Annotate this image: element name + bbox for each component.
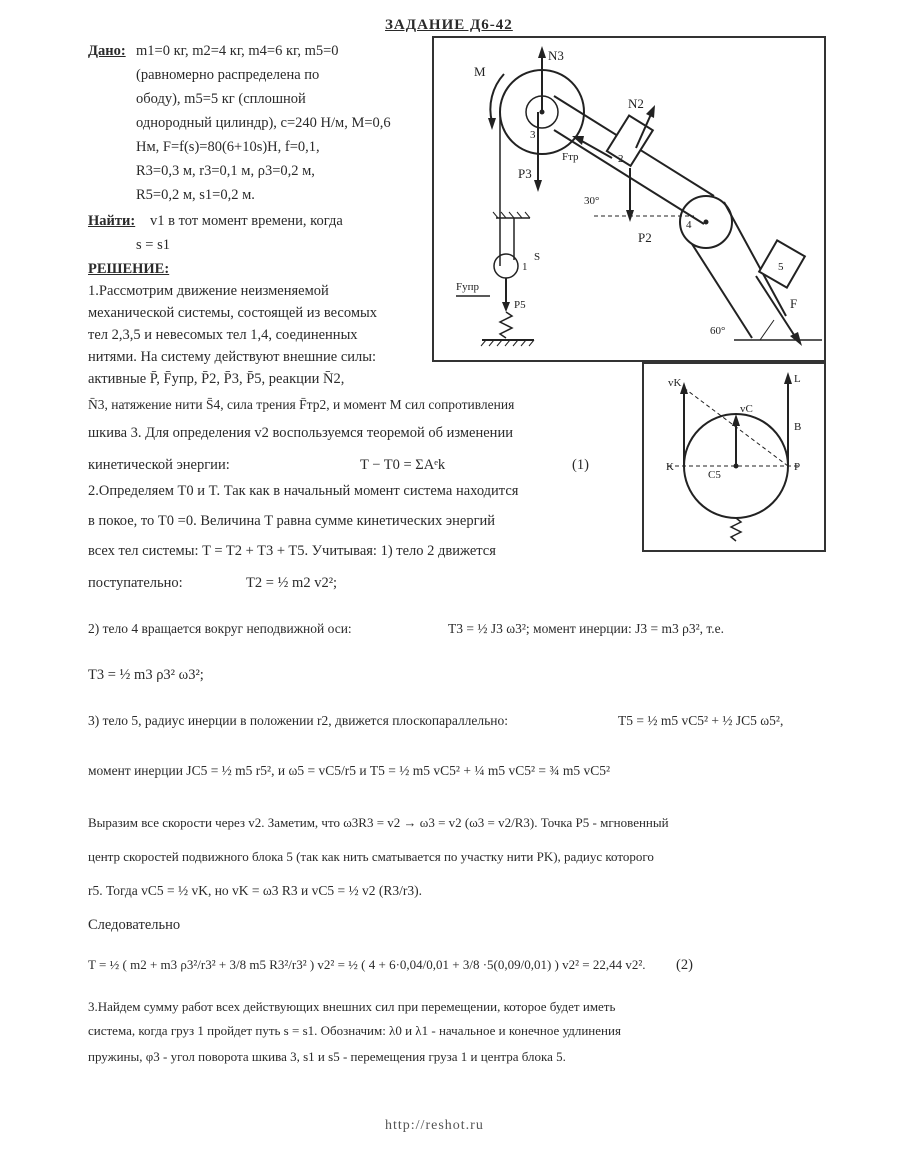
- label-L: L: [794, 373, 801, 385]
- pulley-4-axle: [704, 220, 709, 225]
- given-heading: Дано:: [88, 43, 126, 59]
- label-body-2: 2: [618, 153, 624, 165]
- belt-right-2: [692, 244, 752, 338]
- center-C5: [734, 464, 739, 469]
- p5-line-2: центр скоростей подвижного блока 5 (так как нить сматывается по участку нити PK), радиус которого: [88, 849, 654, 864]
- label-C5: C5: [708, 469, 721, 481]
- page-title: ЗАДАНИЕ Д6-42: [385, 17, 513, 33]
- mechanism-svg: [434, 38, 824, 360]
- find-line-2: s = s1: [136, 237, 170, 253]
- label-Fupr: Fупр: [456, 281, 480, 293]
- p7-line-3: пружины, φ3 - угол поворота шкива 3, s1 и s5 - перемещения груза 1 и центра блока 5.: [88, 1049, 566, 1064]
- solution-intro-1: 1.Рассмотрим движение неизменяемой: [88, 283, 329, 299]
- spring: [500, 312, 512, 338]
- label-body-5: 5: [778, 261, 784, 273]
- p3-text: 2) тело 4 вращается вокруг неподвижной оси:: [88, 621, 352, 636]
- solution-intro-5: активные P̄, F̄упр, P̄2, P̄3, P̄5, реакции N̄2,: [88, 371, 345, 387]
- solution-intro-3: тел 2,3,5 и невесомых тел 1,4, соединенных: [88, 327, 358, 343]
- equation-1: T − T0 = ΣAᵉk: [360, 457, 446, 473]
- label-K: K: [666, 461, 674, 473]
- footer-link[interactable]: http://reshot.ru: [385, 1118, 484, 1133]
- p5-line-3: r5. Тогда vC5 = ½ vK, но vK = ω3 R3 и vC5 = ½ v2 (R3/r3).: [88, 883, 423, 898]
- p3-equation-2: T3 = ½ m3 ρ3² ω3²;: [88, 667, 204, 683]
- label-P2: P2: [638, 230, 652, 245]
- force-P5-head: [502, 302, 510, 312]
- p7-line-2: система, когда груз 1 пройдет путь s = s1. Обозначим: λ0 и λ1 - начальное и конечное удлинения: [88, 1023, 621, 1038]
- p3-equation: T3 = ½ J3 ω3²; момент инерции: J3 = m3 ρ3², т.е.: [448, 621, 725, 636]
- vC-head: [732, 414, 740, 426]
- p2-line-1: 2.Определяем T0 и T. Так как в начальный момент система находится: [88, 483, 519, 499]
- p2-line-3: всех тел системы: T = T2 + T3 + T5. Учитывая: 1) тело 2 движется: [88, 543, 496, 559]
- solution-intro-2: механической системы, состоящей из весомых: [88, 305, 377, 321]
- force-N2-head: [646, 105, 655, 118]
- label-B: B: [794, 421, 802, 433]
- label-F: F: [790, 296, 798, 311]
- velocity-figure: [642, 362, 826, 552]
- label-S: S: [534, 251, 541, 263]
- p4-text: 3) тело 5, радиус инерции в положении r2, движется плоскопараллельно:: [88, 713, 509, 728]
- L-head: [784, 372, 792, 384]
- p4-line-2: момент инерции JC5 = ½ m5 r5², и ω5 = vC5/r5 и T5 = ½ m5 vC5² + ¼ m5 vC5² = ¾ m5 vC5²: [88, 763, 611, 778]
- angle-2-arc: [760, 320, 774, 340]
- solution-intro-4: нитями. На систему действуют внешние силы:: [88, 349, 377, 365]
- body-2: [607, 115, 653, 165]
- label-body-1: 1: [522, 261, 528, 273]
- equation-1-number: (1): [572, 457, 589, 473]
- find-heading: Найти:: [88, 213, 136, 229]
- label-N2: N2: [628, 96, 644, 111]
- force-F-head: [790, 332, 802, 346]
- equation-t2: T2 = ½ m2 v2²;: [246, 575, 338, 591]
- given-line-2: (равномерно распределена по: [136, 67, 320, 83]
- label-M: M: [474, 64, 486, 79]
- velocity-svg: [644, 364, 824, 550]
- given-line-4: однородный цилиндр), c=240 Н/м, M=0,6: [136, 115, 391, 131]
- p6-label: Следовательно: [88, 917, 181, 933]
- given-line-1: m1=0 кг, m2=4 кг, m4=6 кг, m5=0: [136, 43, 339, 59]
- p5-line-1: Выразим все скорости через v2. Заметим, что ω3R3 = v2 → ω3 = v2 (ω3 = v2/R3). Точка P5 - мгновенный: [88, 815, 669, 830]
- given-line-6: R3=0,3 м, r3=0,1 м, ρ3=0,2 м,: [136, 163, 315, 179]
- spring-small: [731, 518, 741, 541]
- label-Ftr: Fтр: [562, 151, 579, 163]
- label-vK: vK: [668, 377, 682, 389]
- label-P: P: [794, 461, 801, 473]
- given-line-5: Нм, F=f(s)=80(6+10s)Н, f=0,1,: [136, 139, 320, 155]
- given-line-7: R5=0,2 м, s1=0,2 м.: [136, 187, 255, 203]
- p2-line-4: поступательно:: [88, 575, 183, 591]
- solution-line-kin: кинетической энергии:: [88, 457, 230, 473]
- p2-line-2: в покое, то T0 =0. Величина T равна сумме кинетических энергий: [88, 513, 496, 529]
- support-hatch: [493, 212, 530, 218]
- label-body-3: 3: [530, 129, 536, 141]
- solution-line-n3: N̄3, натяжение нити S̄4, сила трения F̄тр2, и момент M сил сопротивления: [88, 397, 515, 412]
- solution-line-block: шкива 3. Для определения v2 воспользуемся теоремой об изменении: [88, 425, 513, 441]
- force-N3-head: [538, 46, 546, 58]
- mechanism-figure: [432, 36, 826, 362]
- label-angle-1: 30°: [584, 195, 600, 207]
- p4-equation: T5 = ½ m5 vC5² + ½ JC5 ω5²,: [618, 713, 784, 728]
- label-angle-2: 60°: [710, 325, 726, 337]
- p7-line-1: 3.Найдем сумму работ всех действующих внешних сил при перемещении, которое будет иметь: [88, 999, 616, 1014]
- moment-arrowhead: [488, 118, 496, 130]
- pulley-1: [494, 254, 518, 278]
- solution-heading: РЕШЕНИЕ:: [88, 261, 170, 277]
- label-P5: P5: [514, 299, 526, 311]
- find-line-1: v1 в тот момент времени, когда: [150, 213, 343, 229]
- label-body-4: 4: [686, 219, 692, 231]
- given-line-3: ободу), m5=5 кг (сплошной: [136, 91, 306, 107]
- equation-2-number: (2): [676, 957, 693, 973]
- equation-2: T = ½ ( m2 + m3 ρ3²/r3² + 3/8 m5 R3²/r3² ) v2² = ½ ( 4 + 6·0,04/0,01 + 3/8 ·5(0,09/0,01) ) v2² = 22,44 v2².: [88, 957, 646, 972]
- force-P3-head: [534, 180, 542, 192]
- label-vC: vC: [740, 403, 753, 415]
- label-P3: P3: [518, 166, 532, 181]
- label-N3: N3: [548, 48, 564, 63]
